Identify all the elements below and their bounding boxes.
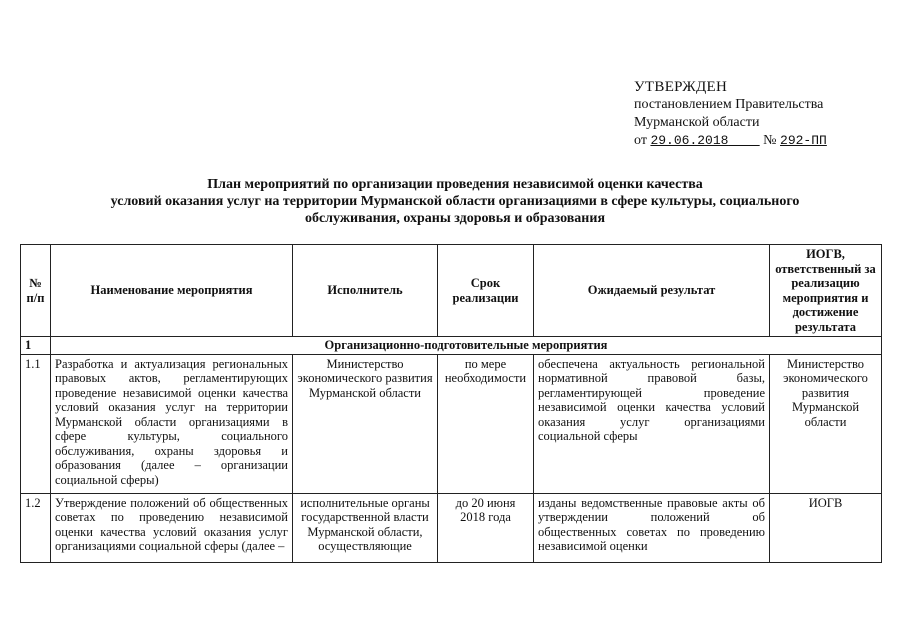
- row-responsible: ИОГВ: [770, 493, 882, 562]
- header-num: № п/п: [21, 245, 51, 337]
- approval-number: 292-ПП: [780, 133, 827, 148]
- page-title: [60, 176, 850, 227]
- header-term: Срок реализации: [438, 245, 534, 337]
- row-name: Разработка и актуализация региональных правовых актов, регламентирующих проведение независимой оценки качества условий оказания услуг на территории Мурманской области организациями в сфере культуры, социального обслуживания, охраны здоровья и образования (далее – организации социальной сферы): [51, 354, 293, 493]
- title-line3: обслуживания, охраны здоровья и образования: [304, 211, 606, 226]
- header-responsible: ИОГВ, ответственный за реализацию мероприятия и достижение результата: [770, 245, 882, 337]
- row-responsible: Министерство экономического развития Мурманской области: [770, 354, 882, 493]
- approval-date-line: [634, 132, 827, 150]
- approval-line1: постановлением Правительства: [634, 97, 824, 112]
- header-name: Наименование мероприятия: [51, 245, 293, 337]
- header-executor: Исполнитель: [293, 245, 438, 337]
- row-executor: исполнительные органы государственной власти Мурманской области, осуществляющие: [293, 493, 438, 562]
- approval-stamp: [634, 78, 827, 150]
- approval-line2: Мурманской области: [634, 115, 760, 130]
- approval-date: 29.06.2018: [650, 133, 729, 148]
- section-num: 1: [21, 337, 51, 355]
- table-row: [21, 354, 882, 493]
- date-prefix: от: [634, 133, 647, 148]
- number-prefix: №: [763, 133, 777, 148]
- row-term: до 20 июня 2018 года: [438, 493, 534, 562]
- section-row: [21, 337, 882, 355]
- row-result: изданы ведомственные правовые акты об утверждении положений об общественных советах по проведению независимой оценки: [534, 493, 770, 562]
- row-result: обеспечена актуальность региональной нормативной правовой базы, регламентирующей проведение независимой оценки качества условий оказания услуг организациями социальной сферы: [534, 354, 770, 493]
- row-num: 1.2: [21, 493, 51, 562]
- table-header-row: [21, 245, 882, 337]
- header-result: Ожидаемый результат: [534, 245, 770, 337]
- row-num: 1.1: [21, 354, 51, 493]
- row-name: Утверждение положений об общественных советах по проведению независимой оценки качества условий оказания услуг организациями социальной сферы (далее –: [51, 493, 293, 562]
- title-line2: условий оказания услуг на территории Мурманской области организациями в сфере культуры, социального: [110, 194, 800, 209]
- row-term: по мере необходимости: [438, 354, 534, 493]
- table-row: [21, 493, 882, 562]
- title-line1: План мероприятий по организации проведения независимой оценки качества: [207, 177, 703, 192]
- section-title: Организационно-подготовительные мероприятия: [51, 337, 882, 355]
- row-executor: Министерство экономического развития Мурманской области: [293, 354, 438, 493]
- plan-table: [20, 244, 882, 563]
- approval-heading: УТВЕРЖДЕН: [634, 79, 728, 95]
